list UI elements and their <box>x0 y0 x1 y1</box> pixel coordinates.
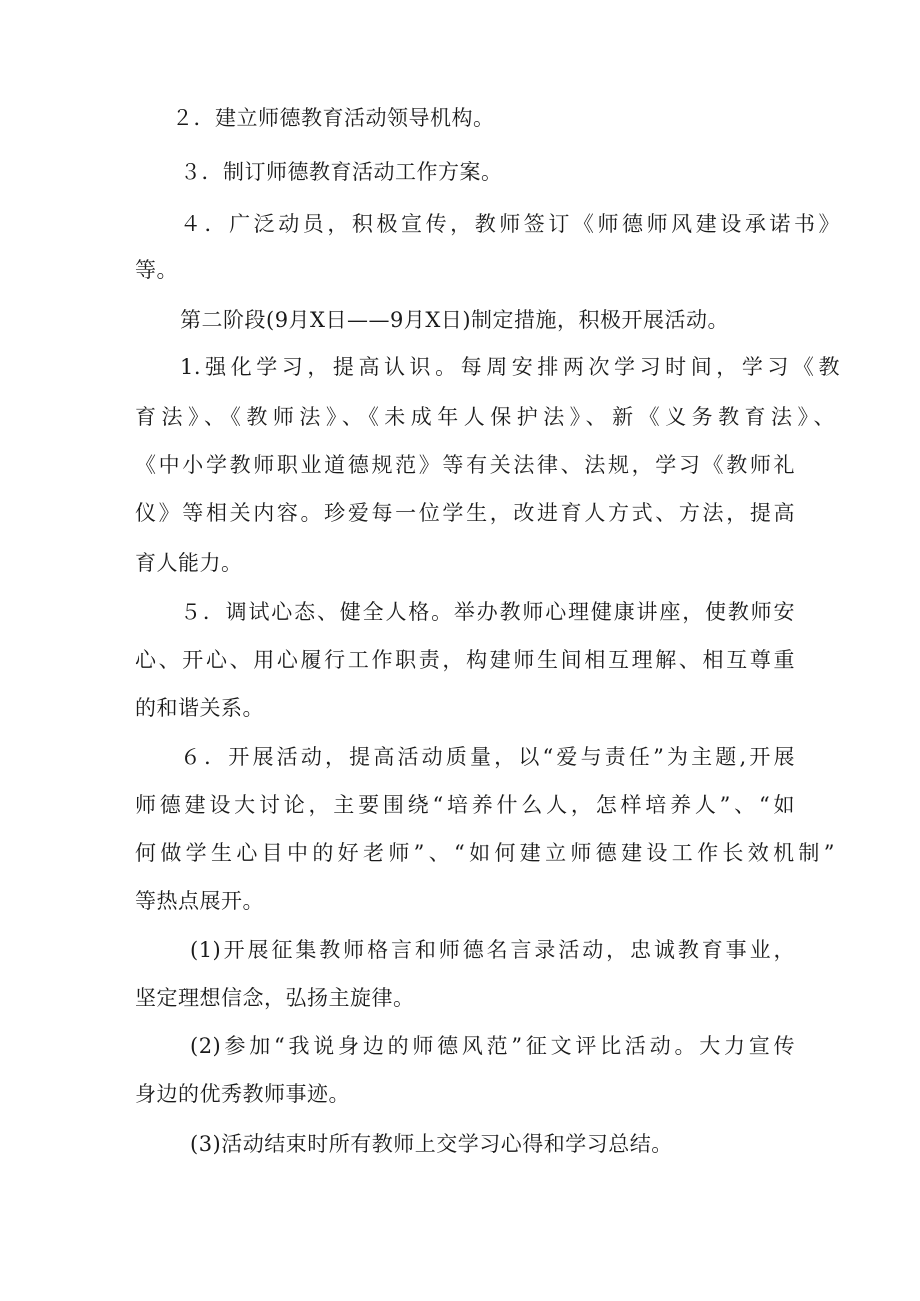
text-line: 身边的优秀教师事迹。 <box>135 1082 350 1106</box>
text-line: ２．建立师德教育活动领导机构。 <box>172 106 495 130</box>
text-line: 第二阶段(9月X日——9月X日)制定措施，积极开展活动。 <box>180 308 730 332</box>
text-line: 1.强化学习，提高认识。每周安排两次学习时间，学习《教 <box>180 355 840 379</box>
text-line: 《中小学教师职业道德规范》等有关法律、法规，学习《教师礼 <box>135 453 795 477</box>
text-line: (3)活动结束时所有教师上交学习心得和学习总结。 <box>190 1132 673 1156</box>
text-line: ５．调试心态、健全人格。举办教师心理健康讲座，使教师安 <box>180 600 795 624</box>
text-line: 坚定理想信念，弘扬主旋律。 <box>135 986 415 1010</box>
text-line: ６．开展活动，提高活动质量，以“爱与责任”为主题,开展 <box>180 745 795 769</box>
text-line: ４．广泛动员，积极宣传，教师签订《师德师风建设承诺书》 <box>180 212 840 236</box>
text-line: 育人能力。 <box>135 551 243 575</box>
text-line: 仪》等相关内容。珍爱每一位学生，改进育人方式、方法，提高 <box>135 501 795 525</box>
text-line: 等。 <box>135 258 178 282</box>
text-line: (1)开展征集教师格言和师德名言录活动，忠诚教育事业， <box>190 938 795 962</box>
text-line: 心、开心、用心履行工作职责，构建师生间相互理解、相互尊重 <box>135 648 795 672</box>
text-line: 等热点展开。 <box>135 889 264 913</box>
text-line: 师德建设大讨论，主要围绕“培养什么人，怎样培养人”、“如 <box>135 793 795 817</box>
text-line: 何做学生心目中的好老师”、“如何建立师德建设工作长效机制” <box>135 841 835 865</box>
text-line: ３．制订师德教育活动工作方案。 <box>180 160 503 184</box>
text-line: 的和谐关系。 <box>135 696 264 720</box>
text-line: 育法》、《教师法》、《未成年人保护法》、新《义务教育法》、 <box>135 405 835 429</box>
text-line: (2)参加“我说身边的师德风范”征文评比活动。大力宣传 <box>190 1034 795 1058</box>
